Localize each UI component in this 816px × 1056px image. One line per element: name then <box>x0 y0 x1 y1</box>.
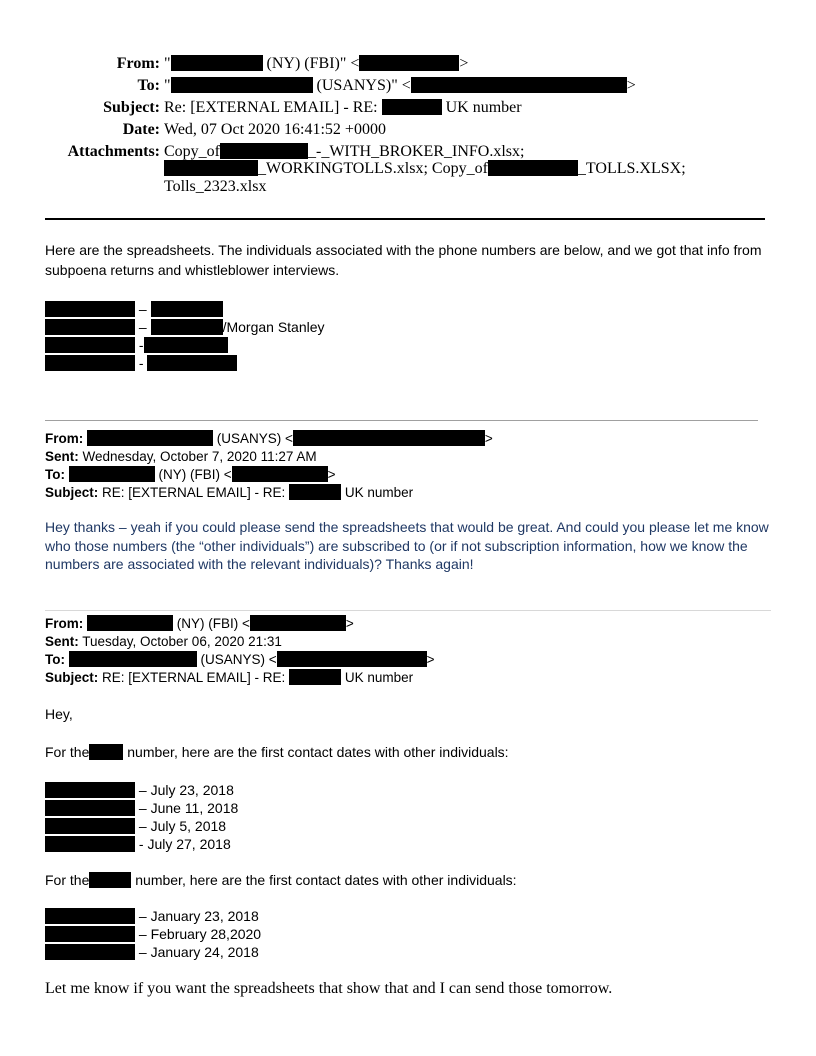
redaction <box>69 651 197 667</box>
to-value: " (USANYS)" < > <box>164 77 636 94</box>
message2-subject: Subject: RE: [EXTERNAL EMAIL] - RE: UK number <box>45 485 414 500</box>
redaction <box>89 872 131 888</box>
message3-intro-2: For the number, here are the first contact dates with other individuals: <box>45 872 517 888</box>
from-label: From: <box>116 55 160 72</box>
attachment-line-2[interactable]: _WORKINGTOLLS.xlsx; Copy_of _TOLLS.XLSX; <box>164 160 686 178</box>
contact-date-row: – July 23, 2018 <box>45 781 234 799</box>
contact-date-row: - July 27, 2018 <box>45 835 231 853</box>
redaction <box>411 77 627 93</box>
from-value: " (NY) (FBI)" < > <box>164 55 469 72</box>
header-subject-row <box>0 97 816 119</box>
redaction <box>488 160 578 176</box>
message2-to: To: (NY) (FBI) < > <box>45 467 336 482</box>
message2-from: From: (USANYS) < > <box>45 431 493 446</box>
redaction <box>164 160 258 176</box>
redaction <box>89 744 123 760</box>
date-value: Wed, 07 Oct 2020 16:41:52 +0000 <box>164 121 386 138</box>
message3-intro-1: For the number, here are the first contact dates with other individuals: <box>45 744 509 760</box>
header-to-row <box>0 75 816 97</box>
redaction <box>45 355 135 371</box>
redaction <box>359 55 459 71</box>
contact-date-row: – July 5, 2018 <box>45 817 226 835</box>
message2-body: Hey thanks – yeah if you could please send the spreadsheets that would be great. And could you please let me know who those numbers (the “other individuals”) are subscribed to (or if not subscription information, how we know the numbers are associated with the relevant individuals)? Thanks again! <box>45 519 769 572</box>
redaction <box>220 143 308 159</box>
message3-greeting: Hey, <box>45 706 73 722</box>
subject-value: Re: [EXTERNAL EMAIL] - RE: UK number <box>164 99 522 116</box>
header-from-row <box>0 53 816 75</box>
contact-date-row: – February 28,2020 <box>45 925 261 943</box>
individual-row: – /Morgan Stanley <box>45 318 325 336</box>
attachment-line-3[interactable]: Tolls_2323.xlsx <box>164 178 267 195</box>
attachment-line-1[interactable]: Copy_of _-_WITH_BROKER_INFO.xlsx; <box>164 143 525 160</box>
redaction <box>144 337 228 353</box>
redaction <box>45 800 135 816</box>
redaction <box>45 818 135 834</box>
message3-to: To: (USANYS) < > <box>45 652 435 667</box>
redaction <box>289 669 341 685</box>
redaction <box>45 836 135 852</box>
individual-row: – <box>45 300 223 318</box>
header-divider <box>45 218 765 220</box>
redaction <box>45 301 135 317</box>
contact-date-row: – January 23, 2018 <box>45 907 259 925</box>
subject-label: Subject: <box>103 99 160 116</box>
attachments-label: Attachments: <box>67 143 160 160</box>
message-divider <box>45 420 758 421</box>
email-header <box>0 53 816 163</box>
contact-date-row: – January 24, 2018 <box>45 943 259 961</box>
contact-date-row: – June 11, 2018 <box>45 799 238 817</box>
redaction <box>293 430 485 446</box>
to-label: To: <box>137 77 160 94</box>
message2-sent: Sent: Wednesday, October 7, 2020 11:27 AM <box>45 449 317 464</box>
redaction <box>289 484 341 500</box>
redaction <box>45 908 135 924</box>
message3-from: From: (NY) (FBI) < > <box>45 616 354 631</box>
individual-row: - <box>45 336 228 354</box>
message3-sent: Sent: Tuesday, October 06, 2020 21:31 <box>45 634 282 649</box>
message3-subject: Subject: RE: [EXTERNAL EMAIL] - RE: UK number <box>45 670 414 685</box>
redaction <box>171 55 263 71</box>
message1-body: Here are the spreadsheets. The individuals associated with the phone numbers are below, and we got that info from subpoena returns and whistleblower interviews. <box>45 242 762 278</box>
header-date-row <box>0 119 816 141</box>
message3-closing: Let me know if you want the spreadsheets that show that and I can send those tomorrow. <box>45 980 613 997</box>
redaction <box>87 430 213 446</box>
redaction <box>147 355 237 371</box>
redaction <box>151 301 223 317</box>
redaction <box>45 782 135 798</box>
redaction <box>45 337 135 353</box>
redaction <box>45 319 135 335</box>
message-divider <box>45 610 771 611</box>
redaction <box>45 944 135 960</box>
date-label: Date: <box>122 121 160 138</box>
redaction <box>151 319 223 335</box>
redaction <box>382 99 442 115</box>
redaction <box>277 651 427 667</box>
redaction <box>87 615 173 631</box>
individual-row: - <box>45 354 237 372</box>
redaction <box>250 615 346 631</box>
redaction <box>45 926 135 942</box>
redaction <box>232 466 328 482</box>
redaction <box>69 466 155 482</box>
redaction <box>171 77 313 93</box>
